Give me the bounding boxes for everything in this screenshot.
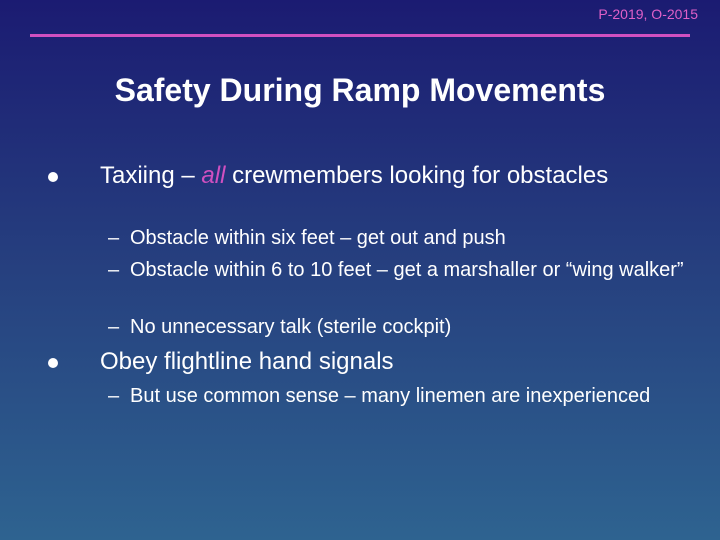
bullet-text-suffix: crewmembers looking for obstacles [225,162,609,189]
subbullet-text: But use common sense – many linemen are inexperienced [130,385,651,407]
subbullet-text: No unnecessary talk (sterile cockpit) [130,316,452,338]
subbullet-six-to-ten-feet [108,258,690,283]
bullet-dot [48,358,58,368]
subbullet-common-sense [108,384,690,409]
subbullet-dash: – [108,385,120,407]
header-divider [30,34,690,37]
slide-reference: P-2019, O-2015 [598,6,698,22]
subbullet-text: Obstacle within 6 to 10 feet – get a marshaller or “wing walker” [130,259,684,281]
subbullet-text: Obstacle within six feet – get out and push [130,227,506,249]
bullet-hand-signals [100,347,660,376]
slide-title: Safety During Ramp Movements [114,72,606,108]
subbullet-dash: – [108,227,120,249]
bullet-text-prefix: Taxiing – [100,162,202,189]
bullet-text-emphasis: all [201,162,226,189]
bullet-text: Obey flightline hand signals [100,348,394,375]
bullet-dot [48,172,58,182]
subbullet-dash: – [108,259,120,281]
subbullet-six-feet [108,226,690,251]
bullet-taxiing [100,161,660,190]
subbullet-dash: – [108,316,120,338]
subbullet-sterile-cockpit [108,315,690,340]
